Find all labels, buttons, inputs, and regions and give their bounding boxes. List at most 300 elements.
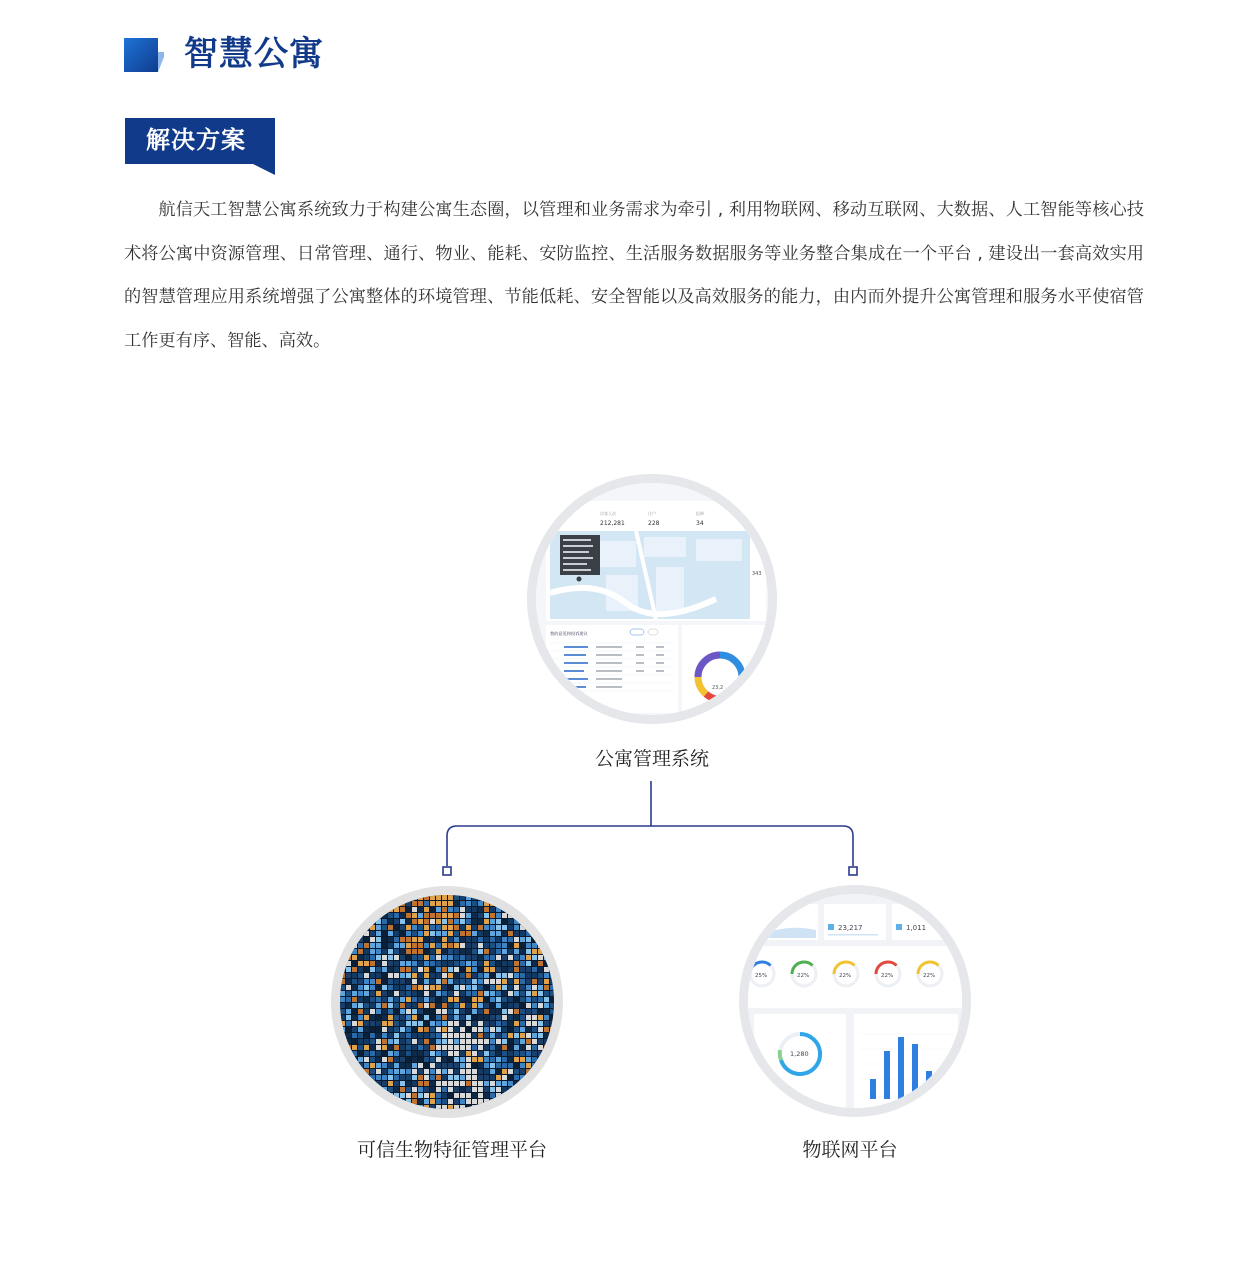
mosaic-cell [430,1015,435,1020]
mosaic-cell [520,1033,525,1038]
mosaic-cell [430,1027,435,1032]
mosaic-cell [448,1039,453,1044]
mosaic-cell [538,1021,543,1026]
mosaic-cell [376,991,381,996]
mosaic-cell [496,967,501,972]
mosaic-cell [490,979,495,984]
mosaic-cell [376,1075,381,1080]
mosaic-cell [484,1015,489,1020]
mosaic-cell [478,1057,483,1062]
mosaic-cell [496,943,501,948]
mosaic-cell [466,997,471,1002]
mosaic-cell [502,997,507,1002]
mosaic-cell [550,991,554,996]
mosaic-cell [418,1003,423,1008]
mosaic-cell [520,1075,525,1080]
mosaic-cell [406,937,411,942]
mosaic-cell [406,949,411,954]
mosaic-cell [526,1057,531,1062]
mosaic-cell [526,925,531,930]
mosaic-cell [352,1051,357,1056]
mosaic-cell [424,973,429,978]
mosaic-cell [448,1027,453,1032]
mosaic-cell [460,943,465,948]
mosaic-cell [418,997,423,1002]
mosaic-cell [424,1003,429,1008]
mosaic-cell [352,985,357,990]
mosaic-cell [340,955,345,960]
mosaic-cell [472,1063,477,1068]
mosaic-cell [394,1093,399,1098]
mosaic-cell [472,985,477,990]
mosaic-cell [364,1063,369,1068]
mosaic-cell [358,949,363,954]
mosaic-cell [550,997,554,1002]
mosaic-cell [478,1021,483,1026]
mosaic-cell [502,925,507,930]
mosaic-cell [430,937,435,942]
mosaic-cell [448,949,453,954]
mosaic-cell [436,895,441,900]
mosaic-cell [436,1003,441,1008]
mosaic-cell [424,1021,429,1026]
mosaic-cell [478,895,483,900]
mosaic-cell [550,1015,554,1020]
mosaic-cell [496,907,501,912]
mosaic-cell [520,931,525,936]
mosaic-cell [418,1063,423,1068]
mosaic-cell [496,1069,501,1074]
mosaic-cell [418,1105,423,1109]
mosaic-cell [370,949,375,954]
mosaic-cell [382,1081,387,1086]
mosaic-cell [538,979,543,984]
mosaic-cell [364,937,369,942]
mosaic-cell [466,991,471,996]
mosaic-cell [490,937,495,942]
mosaic-cell [484,1063,489,1068]
mosaic-cell [472,1021,477,1026]
mosaic-cell [430,1009,435,1014]
mosaic-cell [448,1015,453,1020]
mosaic-cell [448,1087,453,1092]
mosaic-cell [472,901,477,906]
mosaic-cell [478,907,483,912]
apartment-system-thumbnail [527,474,777,724]
mosaic-cell [388,1015,393,1020]
mosaic-cell [352,961,357,966]
mosaic-cell [406,1003,411,1008]
mosaic-cell [514,973,519,978]
mosaic-cell [478,913,483,918]
mosaic-cell [424,955,429,960]
mosaic-cell [442,1075,447,1080]
mosaic-cell [442,901,447,906]
mosaic-cell [358,961,363,966]
mosaic-cell [388,1003,393,1008]
mosaic-cell [454,1015,459,1020]
mosaic-cell [430,1039,435,1044]
mosaic-cell [436,979,441,984]
mosaic-cell [412,1093,417,1098]
mosaic-cell [448,943,453,948]
mosaic-cell [502,1027,507,1032]
mosaic-cell [382,1045,387,1050]
mosaic-cell [394,931,399,936]
mosaic-cell [382,913,387,918]
mosaic-cell [340,1021,345,1026]
mosaic-cell [460,1075,465,1080]
mosaic-cell [502,907,507,912]
svg-text:报修: 报修 [696,511,704,516]
mosaic-cell [352,1039,357,1044]
mosaic-cell [382,1075,387,1080]
mosaic-cell [472,1039,477,1044]
mosaic-cell [406,1105,411,1109]
mosaic-cell [484,1075,489,1080]
section-tag-label: 解决方案 [146,126,246,154]
mosaic-cell [448,973,453,978]
mosaic-cell [358,997,363,1002]
mosaic-cell [544,991,549,996]
mosaic-cell [418,1069,423,1074]
mosaic-cell [550,979,554,984]
mosaic-cell [508,979,513,984]
mosaic-cell [430,1057,435,1062]
mosaic-cell [448,1003,453,1008]
mosaic-cell [454,1081,459,1086]
mosaic-cell [400,955,405,960]
mosaic-cell [466,1003,471,1008]
mosaic-cell [436,1027,441,1032]
mosaic-cell [400,1009,405,1014]
mosaic-cell [418,991,423,996]
mosaic-cell [364,991,369,996]
mosaic-cell [394,1003,399,1008]
mosaic-cell [358,979,363,984]
mosaic-cell [502,943,507,948]
mosaic-cell [478,1027,483,1032]
mosaic-cell [382,1093,387,1098]
mosaic-cell [370,979,375,984]
mosaic-cell [454,997,459,1002]
page-title: 智慧公寓 [184,34,324,74]
mosaic-cell [412,979,417,984]
mosaic-cell [358,943,363,948]
mosaic-cell [514,1009,519,1014]
mosaic-cell [490,985,495,990]
mosaic-cell [340,967,345,972]
mosaic-cell [490,1051,495,1056]
mosaic-cell [358,937,363,942]
mosaic-cell [550,973,554,978]
mosaic-cell [454,925,459,930]
mosaic-cell [376,961,381,966]
mosaic-cell [382,1039,387,1044]
mosaic-cell [412,901,417,906]
mosaic-cell [460,1039,465,1044]
mosaic-cell [502,1015,507,1020]
mosaic-cell [376,1051,381,1056]
mosaic-cell [502,1021,507,1026]
mosaic-cell [352,1063,357,1068]
mosaic-cell [376,1045,381,1050]
mosaic-cell [490,1087,495,1092]
iot-bar [898,1037,904,1099]
mosaic-cell [442,1099,447,1104]
mosaic-cell [370,1039,375,1044]
mosaic-cell [496,1063,501,1068]
mosaic-cell [460,907,465,912]
mosaic-cell [508,1069,513,1074]
mosaic-cell [388,949,393,954]
mosaic-cell [340,979,345,984]
mosaic-cell [484,1039,489,1044]
mosaic-cell [532,1063,537,1068]
mosaic-cell [508,1045,513,1050]
mosaic-cell [496,997,501,1002]
mosaic-cell [424,985,429,990]
mosaic-cell [364,1003,369,1008]
mosaic-cell [472,1093,477,1098]
stat-value: 212,281 [600,520,625,527]
mosaic-cell [514,1039,519,1044]
mosaic-cell [484,1051,489,1056]
mosaic-cell [544,949,549,954]
mosaic-cell [430,925,435,930]
mosaic-cell [442,973,447,978]
mosaic-cell [394,949,399,954]
mosaic-cell [370,937,375,942]
mosaic-cell [508,1051,513,1056]
mosaic-cell [424,1051,429,1056]
mosaic-cell [502,901,507,906]
mosaic-cell [382,955,387,960]
mosaic-cell [544,1033,549,1038]
mosaic-cell [364,1075,369,1080]
mosaic-cell [520,961,525,966]
mosaic-cell [388,931,393,936]
mosaic-cell [376,913,381,918]
mosaic-cell [550,1039,554,1044]
mosaic-cell [508,1015,513,1020]
table-title: 我的意见和投诉建议 [550,631,588,636]
mosaic-cell [376,973,381,978]
mosaic-cell [352,1003,357,1008]
mosaic-cell [412,1015,417,1020]
mosaic-cell [370,943,375,948]
mosaic-cell [490,967,495,972]
mosaic-cell [514,919,519,924]
mosaic-cell [352,973,357,978]
mosaic-cell [388,973,393,978]
mosaic-cell [430,1099,435,1104]
mosaic-cell [448,1021,453,1026]
mosaic-cell [508,1057,513,1062]
mosaic-cell [466,1015,471,1020]
mosaic-cell [448,985,453,990]
mosaic-cell [400,1033,405,1038]
mosaic-cell [376,1003,381,1008]
mosaic-cell [514,985,519,990]
mosaic-cell [430,1051,435,1056]
mosaic-cell [382,979,387,984]
mosaic-cell [472,943,477,948]
mosaic-cell [460,991,465,996]
mosaic-cell [412,991,417,996]
mosaic-cell [430,1045,435,1050]
mosaic-cell [430,901,435,906]
mosaic-cell [424,1069,429,1074]
mosaic-cell [448,901,453,906]
mosaic-cell [466,1099,471,1104]
mosaic-cell [442,949,447,954]
apartment-system-label: 公寓管理系统 [594,748,709,770]
mosaic-cell [352,997,357,1002]
mosaic-cell [424,991,429,996]
mosaic-cell [382,1015,387,1020]
mosaic-cell [412,1087,417,1092]
mosaic-cell [412,1057,417,1062]
mosaic-cell [490,1009,495,1014]
mosaic-cell [496,985,501,990]
mosaic-cell [376,1081,381,1086]
mosaic-cell [418,955,423,960]
mosaic-cell [508,961,513,966]
mosaic-cell [514,991,519,996]
mosaic-cell [394,1045,399,1050]
mosaic-cell [388,1093,393,1098]
mosaic-cell [472,895,477,900]
mosaic-cell [448,937,453,942]
mosaic-cell [406,1075,411,1080]
mosaic-cell [508,913,513,918]
mosaic-cell [442,1015,447,1020]
mosaic-cell [484,901,489,906]
mosaic-cell [520,985,525,990]
mosaic-cell [478,1003,483,1008]
mosaic-cell [550,1009,554,1014]
mosaic-cell [376,919,381,924]
mosaic-cell [460,1045,465,1050]
mosaic-cell [430,1087,435,1092]
mosaic-cell [544,997,549,1002]
mosaic-cell [424,1099,429,1104]
mosaic-cell [538,1033,543,1038]
mosaic-cell [364,1051,369,1056]
mosaic-cell [454,901,459,906]
mosaic-cell [514,979,519,984]
mosaic-cell [376,1015,381,1020]
mosaic-cell [358,1045,363,1050]
mosaic-cell [502,979,507,984]
mosaic-cell [346,973,351,978]
mosaic-cell [358,955,363,960]
mosaic-cell [526,955,531,960]
mosaic-cell [340,1045,345,1050]
mosaic-cell [346,1009,351,1014]
mosaic-cell [436,991,441,996]
mosaic-cell [478,1033,483,1038]
mosaic-cell [400,979,405,984]
mosaic-cell [484,1105,489,1109]
mosaic-cell [478,949,483,954]
mosaic-cell [484,1021,489,1026]
mosaic-cell [394,1009,399,1014]
mosaic-cell [514,1069,519,1074]
mosaic-cell [352,1009,357,1014]
mosaic-cell [478,901,483,906]
mosaic-cell [376,997,381,1002]
mosaic-cell [400,1081,405,1086]
mosaic-cell [436,1021,441,1026]
mosaic-cell [502,949,507,954]
mosaic-cell [508,1093,513,1098]
mosaic-cell [406,931,411,936]
mosaic-cell [532,949,537,954]
mosaic-cell [472,1105,477,1109]
mosaic-cell [418,931,423,936]
mosaic-cell [418,985,423,990]
mosaic-cell [442,1021,447,1026]
mosaic-cell [436,1105,441,1109]
mosaic-cell [400,1093,405,1098]
mosaic-cell [526,1003,531,1008]
mosaic-cell [424,1039,429,1044]
mosaic-cell [370,967,375,972]
mosaic-cell [496,1075,501,1080]
mosaic-cell [364,973,369,978]
mosaic-cell [370,1003,375,1008]
mosaic-cell [430,913,435,918]
mosaic-cell [418,961,423,966]
mosaic-cell [418,913,423,918]
mosaic-cell [388,991,393,996]
mosaic-cell [340,1039,345,1044]
mosaic-cell [514,1045,519,1050]
mosaic-cell [490,913,495,918]
mosaic-cell [466,1093,471,1098]
mosaic-cell [460,931,465,936]
mosaic-cell [496,1015,501,1020]
mosaic-cell [358,1009,363,1014]
mosaic-cell [490,961,495,966]
mosaic-cell [352,955,357,960]
mosaic-cell [466,919,471,924]
mosaic-cell [538,955,543,960]
mosaic-cell [514,1075,519,1080]
mosaic-cell [418,901,423,906]
mosaic-cell [508,949,513,954]
mosaic-cell [496,919,501,924]
mosaic-cell [538,1051,543,1056]
mosaic-cell [430,943,435,948]
mosaic-cell [538,967,543,972]
mosaic-cell [454,919,459,924]
mosaic-cell [376,985,381,990]
mosaic-cell [496,925,501,930]
mosaic-cell [406,1015,411,1020]
mosaic-cell [382,985,387,990]
mosaic-cell [526,1063,531,1068]
mosaic-cell [400,1015,405,1020]
donut-value: 23,2 [712,685,724,691]
stat-value: 228 [648,520,660,527]
mosaic-cell [514,1033,519,1038]
mosaic-cell [406,925,411,930]
mosaic-cell [412,925,417,930]
mosaic-cell [388,985,393,990]
